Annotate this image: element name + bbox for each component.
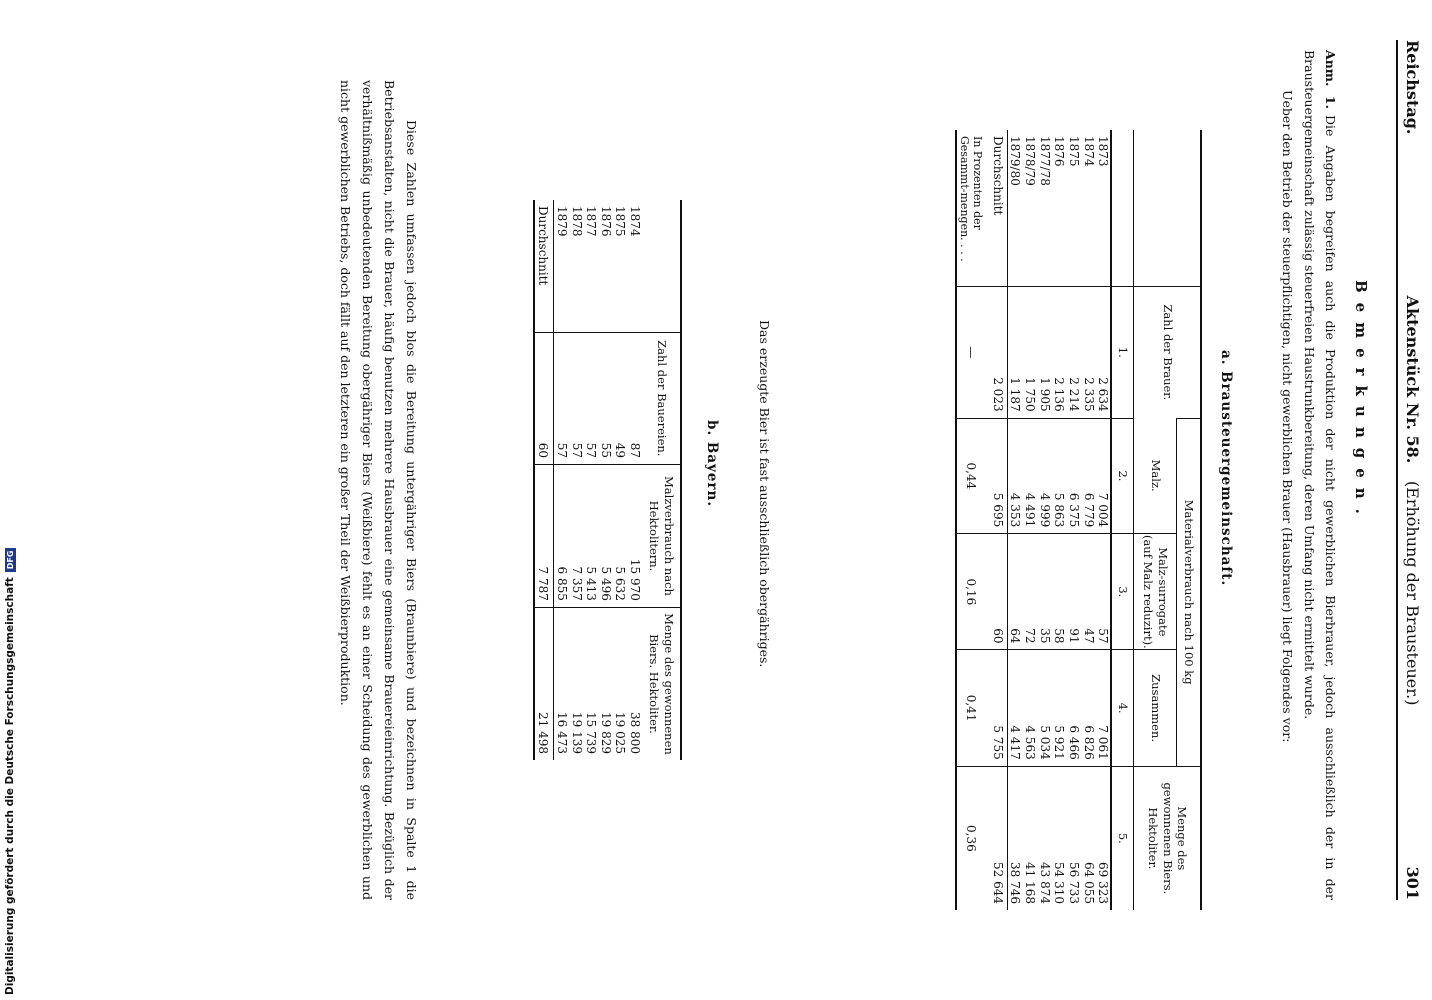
cell: — (957, 287, 988, 419)
cell: 16 473 (554, 607, 569, 760)
table-a-row (1037, 130, 1052, 910)
closing-paragraph: Diese Zahlen umfassen jedoch blos die Bereitung untergähriger Biers (Braunbiere) und bezeichnen in Spalte 1 die Betriebsanstalten, nicht die Brauer, häufig benutzen mehrere Hausbrauer eine gemeinsame Brauereieinrichtung. Bezüglich der verhältnißmäßig unbedeutenden Bereitung obergähriger Biers (Weißbiere) fehlt es an einer Scheidung des gewerblichen und nicht gewerblichen Betriebs, doch fällt auf den letzteren ein großer Theil der Weißbierproduktion. (338, 80, 419, 900)
cell: 0,44 (957, 418, 988, 534)
header-center: Aktenstück Nr. 58. (Erhöhung der Brausteuer.) (1403, 295, 1422, 706)
cell: 7 787 (534, 465, 554, 608)
table-b-row (628, 200, 643, 760)
cell: 56 733 (1066, 766, 1081, 910)
table-a-row (1081, 130, 1096, 910)
table-b-average-row (534, 200, 554, 760)
cell: 5 755 (988, 650, 1008, 766)
col-number: 5. (1111, 766, 1133, 910)
note-paragraph-1: Anm. 1.Die Angaben begreifen auch die Produktion der nicht gewerblichen Bierbrauer, jedoch ausschließlich der in der Brausteuergemeinschaft zulässig steuerfreien Haustrunkbereitung, deren Umfang nicht ermittelt wurde. (1302, 50, 1338, 900)
cell: 43 874 (1037, 766, 1052, 910)
note-block (1274, 50, 1340, 900)
cell: 6 466 (1066, 650, 1081, 766)
row-label: 1875 (1067, 136, 1081, 167)
row-label: 1876 (598, 206, 613, 237)
cell: 1 750 (1023, 287, 1038, 419)
cell: 5 413 (584, 465, 599, 608)
cell: 2 634 (1096, 287, 1112, 419)
row-label: 1879 (555, 206, 569, 237)
row-label: 1877/78 (1037, 136, 1052, 186)
cell: 41 168 (1023, 766, 1038, 910)
table-b (533, 200, 682, 760)
cell: 4 353 (1007, 418, 1022, 534)
table-b-row (554, 200, 569, 760)
table-a-row (1066, 130, 1081, 910)
row-label: Durchschnitt (988, 130, 1008, 287)
row-label: 1873 (1096, 136, 1111, 167)
cell: 38 746 (1007, 766, 1022, 910)
cell: 5 863 (1052, 418, 1067, 534)
cell: 4 491 (1023, 418, 1038, 534)
row-label: 1878/79 (1023, 136, 1038, 186)
header-left: Reichstag. (1403, 40, 1422, 135)
cell: 0,16 (957, 534, 988, 650)
table-b-row (613, 200, 628, 760)
section-title: Bemerkungen. (1352, 280, 1370, 524)
table-a-header-malz: Malz. (1148, 459, 1163, 492)
cell: 19 139 (569, 607, 584, 760)
row-label: 1876 (1052, 136, 1067, 167)
page-number: 301 (1403, 866, 1422, 900)
cell: 2 335 (1081, 287, 1096, 419)
cell: 0,41 (957, 650, 988, 766)
table-a-percent-row (957, 130, 988, 910)
table-a-subtitle: a. Brausteuergemeinschaft. (1218, 350, 1234, 587)
cell: 0,36 (957, 766, 988, 910)
cell: 7 004 (1096, 418, 1112, 534)
cell: 15 970 (628, 465, 643, 608)
table-b-header-bier: Menge des gewonnenen Biers. Hektoliter. (642, 607, 681, 760)
cell: 2 214 (1066, 287, 1081, 419)
col-number: 2. (1111, 418, 1133, 534)
cell: 1 187 (1007, 287, 1022, 419)
cell: 64 055 (1081, 766, 1096, 910)
col-number: 3. (1111, 534, 1133, 650)
table-b-subtitle: b. Bayern. (704, 420, 720, 508)
row-label: 1874 (628, 206, 643, 237)
cell: 4 999 (1037, 418, 1052, 534)
table-a-row (1052, 130, 1067, 910)
table-a-row (1096, 130, 1112, 910)
note-paragraph-2: Ueber den Betrieb der steuerpflichtigen, nicht gewerblichen Brauer (Hausbrauer) liegt Folgendes vor: (1279, 90, 1295, 743)
table-a-average-row (988, 130, 1008, 910)
cell: 2 023 (988, 287, 1008, 419)
page-header (1396, 40, 1422, 900)
row-label: 1877 (584, 206, 599, 237)
cell: 6 779 (1081, 418, 1096, 534)
table-a-header-material: Materialverbrauch nach 100 kg (1177, 418, 1201, 766)
table-a-row (1023, 130, 1038, 910)
cell: 6 375 (1066, 418, 1081, 534)
cell: 57 (554, 332, 569, 465)
table-b-row (569, 200, 584, 760)
cell: 47 (1081, 534, 1096, 650)
cell: 49 (613, 332, 628, 465)
cell: 5 496 (598, 465, 613, 608)
table-a-footnote: Das erzeugte Bier ist fast ausschließlich obergähriges. (757, 320, 772, 668)
cell: 64 (1007, 534, 1022, 650)
cell: 5 921 (1052, 650, 1067, 766)
table-a-row (1007, 130, 1022, 910)
row-label: In Prozenten der Gesammt-mengen. . . . (957, 136, 984, 262)
table-a-header-bier: Menge des gewonnenen Biers. Hektoliter. (1134, 766, 1201, 910)
cell: 6 855 (554, 465, 569, 608)
cell: 4 417 (1007, 650, 1022, 766)
cell: 57 (584, 332, 599, 465)
table-b-header-malz: Malzverbrauch nach Hektolitern. (642, 465, 681, 608)
row-label: 1879/80 (1008, 136, 1023, 186)
dfg-logo: DFG (5, 548, 16, 573)
row-label: 1874 (1081, 136, 1096, 167)
table-a (956, 130, 1203, 910)
cell: 6 826 (1081, 650, 1096, 766)
table-a-header-surrogate: Malz-surrogate (auf Malz reduzirt). (1134, 534, 1177, 650)
row-label: 1875 (613, 206, 628, 237)
cell: 52 644 (988, 766, 1008, 910)
note-label: Anm. 1. (1323, 50, 1338, 109)
credit-strip (0, 550, 24, 1000)
col-number: 1. (1111, 287, 1133, 419)
cell: 38 800 (628, 607, 643, 760)
cell: 5 632 (613, 465, 628, 608)
cell: 5 695 (988, 418, 1008, 534)
table-b-row (598, 200, 613, 760)
table-a-header-zusammen: Zusammen. (1134, 650, 1177, 766)
cell: 7 061 (1096, 650, 1112, 766)
cell: 69 323 (1096, 766, 1112, 910)
cell: 19 829 (598, 607, 613, 760)
cell: 35 (1037, 534, 1052, 650)
cell: 58 (1052, 534, 1067, 650)
cell: 57 (1096, 534, 1112, 650)
row-label: 1878 (569, 206, 584, 237)
col-number: 4. (1111, 650, 1133, 766)
cell: 55 (598, 332, 613, 465)
cell: 54 310 (1052, 766, 1067, 910)
cell: 21 498 (534, 607, 554, 760)
cell: 5 034 (1037, 650, 1052, 766)
cell: 2 136 (1052, 287, 1067, 419)
cell: 1 905 (1037, 287, 1052, 419)
cell: 87 (628, 332, 643, 465)
cell: 57 (569, 332, 584, 465)
cell: 60 (988, 534, 1008, 650)
cell: 7 357 (569, 465, 584, 608)
table-b-header-bauereien: Zahl der Bauereien. (642, 332, 681, 465)
cell: 60 (534, 332, 554, 465)
table-b-row (584, 200, 599, 760)
row-label: Durchschnitt (534, 200, 554, 332)
credit-text: Digitalisierung gefördert durch die Deutsche Forschungsgemeinschaft (4, 577, 16, 995)
cell: 72 (1023, 534, 1038, 650)
cell: 19 025 (613, 607, 628, 760)
cell: 4 563 (1023, 650, 1038, 766)
cell: 91 (1066, 534, 1081, 650)
table-a-header-brauer: Zahl der Brauer. (1134, 287, 1201, 419)
cell: 15 739 (584, 607, 599, 760)
